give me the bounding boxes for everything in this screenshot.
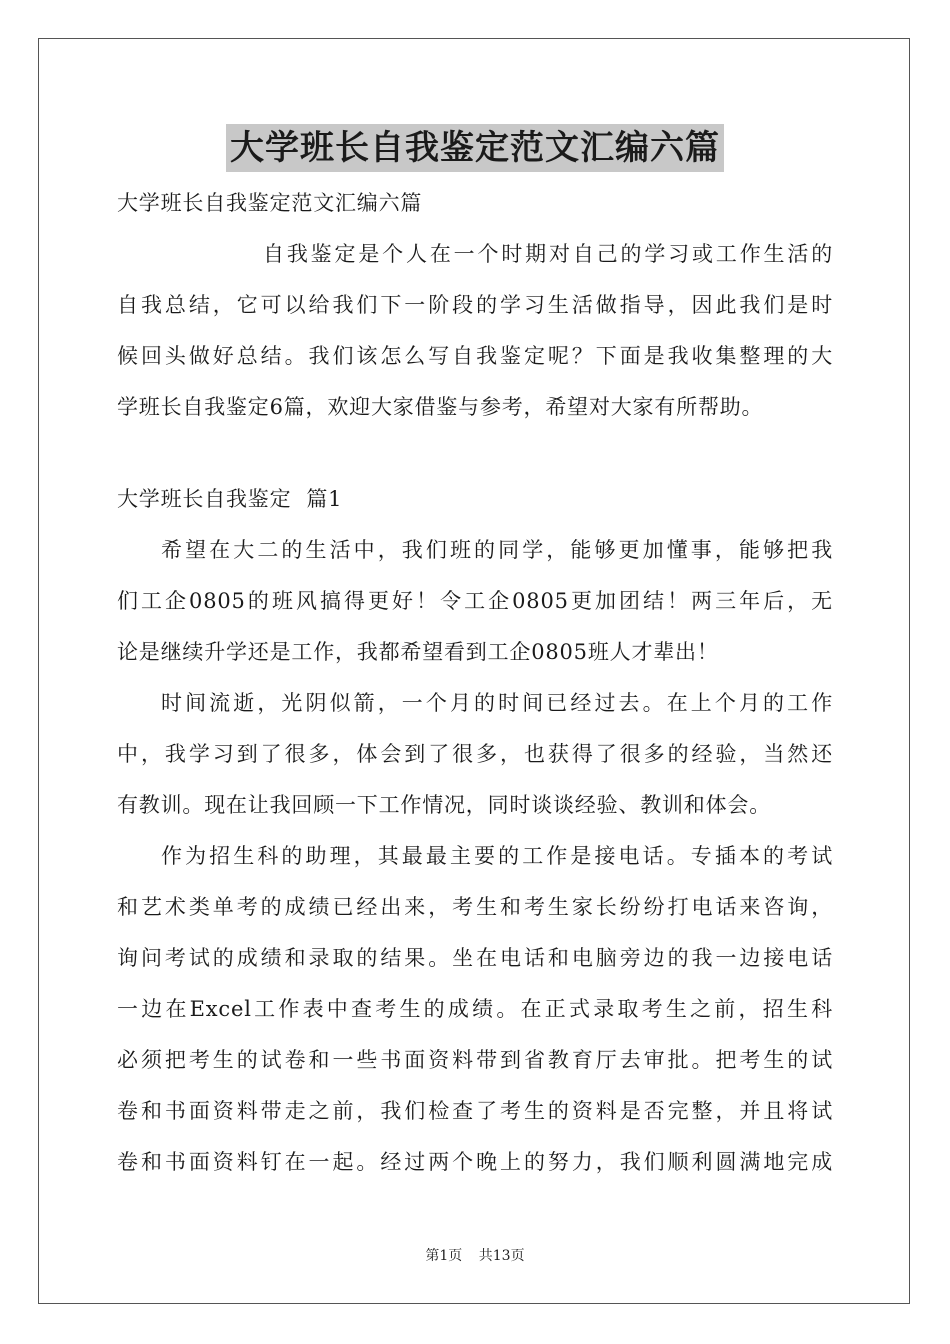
paragraph-line: 论是继续升学还是工作，我都希望看到工企0805班人才辈出！ <box>117 640 719 664</box>
document-title: 大学班长自我鉴定范文汇编六篇 <box>226 124 724 172</box>
page-total: 共13页 <box>478 1248 525 1264</box>
paragraph-line: 们工企0805的班风搞得更好！令工企0805更加团结！两三年后，无 <box>117 589 833 613</box>
paragraph-line: 希望在大二的生活中，我们班的同学，能够更加懂事，能够把我 <box>161 538 833 562</box>
intro-line: 自我鉴定是个人在一个时期对自己的学习或工作生活的 <box>263 242 833 266</box>
paragraph-line: 和艺术类单考的成绩已经出来，考生和考生家长纷纷打电话来咨询， <box>117 895 833 919</box>
page-footer <box>0 1245 950 1265</box>
intro-line: 学班长自我鉴定6篇，欢迎大家借鉴与参考，希望对大家有所帮助。 <box>117 395 764 419</box>
paragraph-line: 一边在Excel工作表中查考生的成绩。在正式录取考生之前，招生科 <box>117 997 833 1021</box>
intro-line: 自我总结，它可以给我们下一阶段的学习生活做指导，因此我们是时 <box>117 293 833 317</box>
title-container <box>0 124 950 172</box>
section-heading: 大学班长自我鉴定 篇1 <box>117 487 343 511</box>
document-body <box>117 178 833 1188</box>
paragraph-line: 时间流逝，光阴似箭，一个月的时间已经过去。在上个月的工作 <box>161 691 833 715</box>
paragraph-line: 有教训。现在让我回顾一下工作情况，同时谈谈经验、教训和体会。 <box>117 793 771 817</box>
intro-line: 候回头做好总结。我们该怎么写自我鉴定呢？下面是我收集整理的大 <box>117 344 833 368</box>
paragraph-line: 中，我学习到了很多，体会到了很多，也获得了很多的经验，当然还 <box>117 742 833 766</box>
document-subtitle: 大学班长自我鉴定范文汇编六篇 <box>117 191 423 215</box>
paragraph-line: 卷和书面资料钉在一起。经过两个晚上的努力，我们顺利圆满地完成 <box>117 1150 833 1174</box>
paragraph-line: 必须把考生的试卷和一些书面资料带到省教育厅去审批。把考生的试 <box>117 1048 833 1072</box>
page-number: 第1页 <box>425 1248 463 1264</box>
paragraph-gap <box>117 433 833 474</box>
paragraph-line: 作为招生科的助理，其最最主要的工作是接电话。专插本的考试 <box>161 844 833 868</box>
paragraph-line: 卷和书面资料带走之前，我们检查了考生的资料是否完整，并且将试 <box>117 1099 833 1123</box>
paragraph-line: 询问考试的成绩和录取的结果。坐在电话和电脑旁边的我一边接电话 <box>117 946 833 970</box>
